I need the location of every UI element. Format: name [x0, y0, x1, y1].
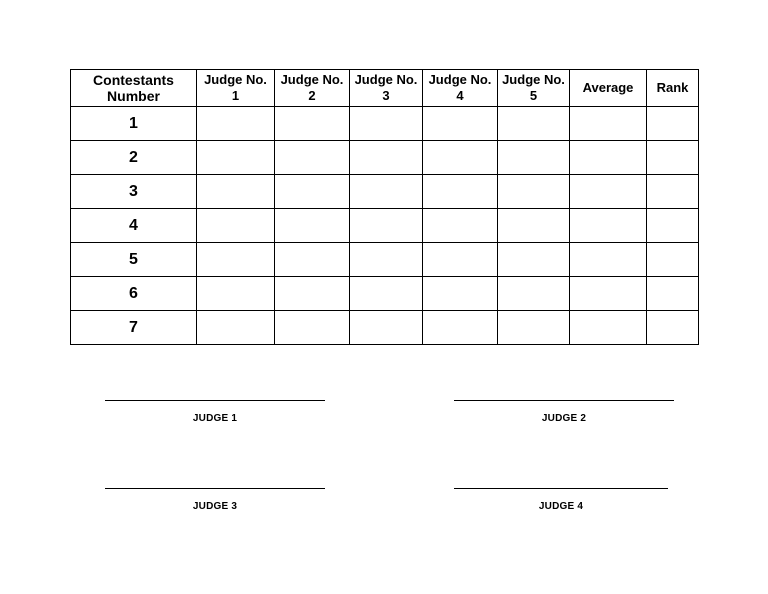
signature-block-judge-1 [105, 400, 325, 424]
judge-5-score[interactable] [498, 175, 570, 209]
judge-4-score[interactable] [423, 311, 498, 345]
table-row [71, 243, 699, 277]
table-row [71, 209, 699, 243]
judge-3-score[interactable] [350, 209, 423, 243]
judge-5-score[interactable] [498, 141, 570, 175]
header-judge-4 [423, 70, 498, 107]
table-row [71, 107, 699, 141]
rank-cell[interactable] [647, 141, 699, 175]
header-line: 5 [529, 88, 538, 103]
judge-2-score[interactable] [275, 175, 350, 209]
judge-4-score[interactable] [423, 209, 498, 243]
judge-2-score[interactable] [275, 209, 350, 243]
rank-cell[interactable] [647, 175, 699, 209]
judge-3-score[interactable] [350, 311, 423, 345]
header-judge-2 [275, 70, 350, 107]
header-line: Judge No. [280, 72, 344, 87]
judge-1-score[interactable] [197, 311, 275, 345]
contestant-number: 7 [71, 311, 197, 345]
judge-2-score[interactable] [275, 243, 350, 277]
table-row [71, 175, 699, 209]
judge-5-score[interactable] [498, 107, 570, 141]
average-cell[interactable] [570, 209, 647, 243]
judge-4-score[interactable] [423, 141, 498, 175]
rank-cell[interactable] [647, 209, 699, 243]
judge-3-score[interactable] [350, 141, 423, 175]
contestant-number: 5 [71, 243, 197, 277]
judge-4-score[interactable] [423, 175, 498, 209]
contestant-number: 2 [71, 141, 197, 175]
header-line: 4 [456, 88, 464, 103]
header-line: 2 [308, 88, 316, 103]
header-line: Judge No. [354, 72, 418, 87]
average-cell[interactable] [570, 175, 647, 209]
judge-4-score[interactable] [423, 277, 498, 311]
rank-cell[interactable] [647, 277, 699, 311]
table-row [71, 277, 699, 311]
judge-5-score[interactable] [498, 311, 570, 345]
signature-block-judge-4 [454, 488, 668, 512]
judge-2-score[interactable] [275, 107, 350, 141]
judge-3-score[interactable] [350, 277, 423, 311]
judge-1-score[interactable] [197, 107, 275, 141]
judge-2-score[interactable] [275, 277, 350, 311]
judge-2-score[interactable] [275, 141, 350, 175]
header-line: Judge No. [428, 72, 492, 87]
contestant-number: 1 [71, 107, 197, 141]
header-line: 3 [382, 88, 390, 103]
judge-4-score[interactable] [423, 107, 498, 141]
judge-2-score[interactable] [275, 311, 350, 345]
rank-cell[interactable] [647, 311, 699, 345]
header-contestants-number [71, 70, 197, 107]
signature-label: JUDGE 3 [192, 501, 238, 512]
header-judge-5 [498, 70, 570, 107]
table-row [71, 311, 699, 345]
judge-5-score[interactable] [498, 277, 570, 311]
judge-1-score[interactable] [197, 175, 275, 209]
judge-5-score[interactable] [498, 243, 570, 277]
header-row [71, 70, 699, 107]
signature-label: JUDGE 4 [538, 501, 584, 512]
signature-label: JUDGE 2 [541, 413, 587, 424]
average-cell[interactable] [570, 243, 647, 277]
header-average: Average [570, 70, 647, 107]
header-rank: Rank [647, 70, 699, 107]
judge-5-score[interactable] [498, 209, 570, 243]
signature-line[interactable] [105, 400, 325, 401]
signature-label: JUDGE 1 [192, 413, 238, 424]
signature-line[interactable] [454, 488, 668, 489]
contestant-number: 4 [71, 209, 197, 243]
header-line: Judge No. [502, 72, 565, 87]
judge-1-score[interactable] [197, 277, 275, 311]
rank-cell[interactable] [647, 107, 699, 141]
judge-3-score[interactable] [350, 175, 423, 209]
header-judge-3 [350, 70, 423, 107]
scoring-table [70, 69, 699, 345]
header-line: Contestants [93, 72, 174, 88]
judge-3-score[interactable] [350, 243, 423, 277]
signature-block-judge-2 [454, 400, 674, 424]
signature-line[interactable] [105, 488, 325, 489]
judge-3-score[interactable] [350, 107, 423, 141]
rank-cell[interactable] [647, 243, 699, 277]
header-judge-1 [197, 70, 275, 107]
header-line: 1 [231, 88, 240, 103]
signature-block-judge-3 [105, 488, 325, 512]
average-cell[interactable] [570, 311, 647, 345]
average-cell[interactable] [570, 141, 647, 175]
judge-4-score[interactable] [423, 243, 498, 277]
contestant-number: 3 [71, 175, 197, 209]
judge-1-score[interactable] [197, 243, 275, 277]
judge-1-score[interactable] [197, 141, 275, 175]
judge-1-score[interactable] [197, 209, 275, 243]
table-body [71, 107, 699, 345]
average-cell[interactable] [570, 277, 647, 311]
signature-line[interactable] [454, 400, 674, 401]
average-cell[interactable] [570, 107, 647, 141]
header-line: Number [107, 88, 160, 104]
table-row [71, 141, 699, 175]
contestant-number: 6 [71, 277, 197, 311]
header-line: Judge No. [204, 72, 267, 87]
